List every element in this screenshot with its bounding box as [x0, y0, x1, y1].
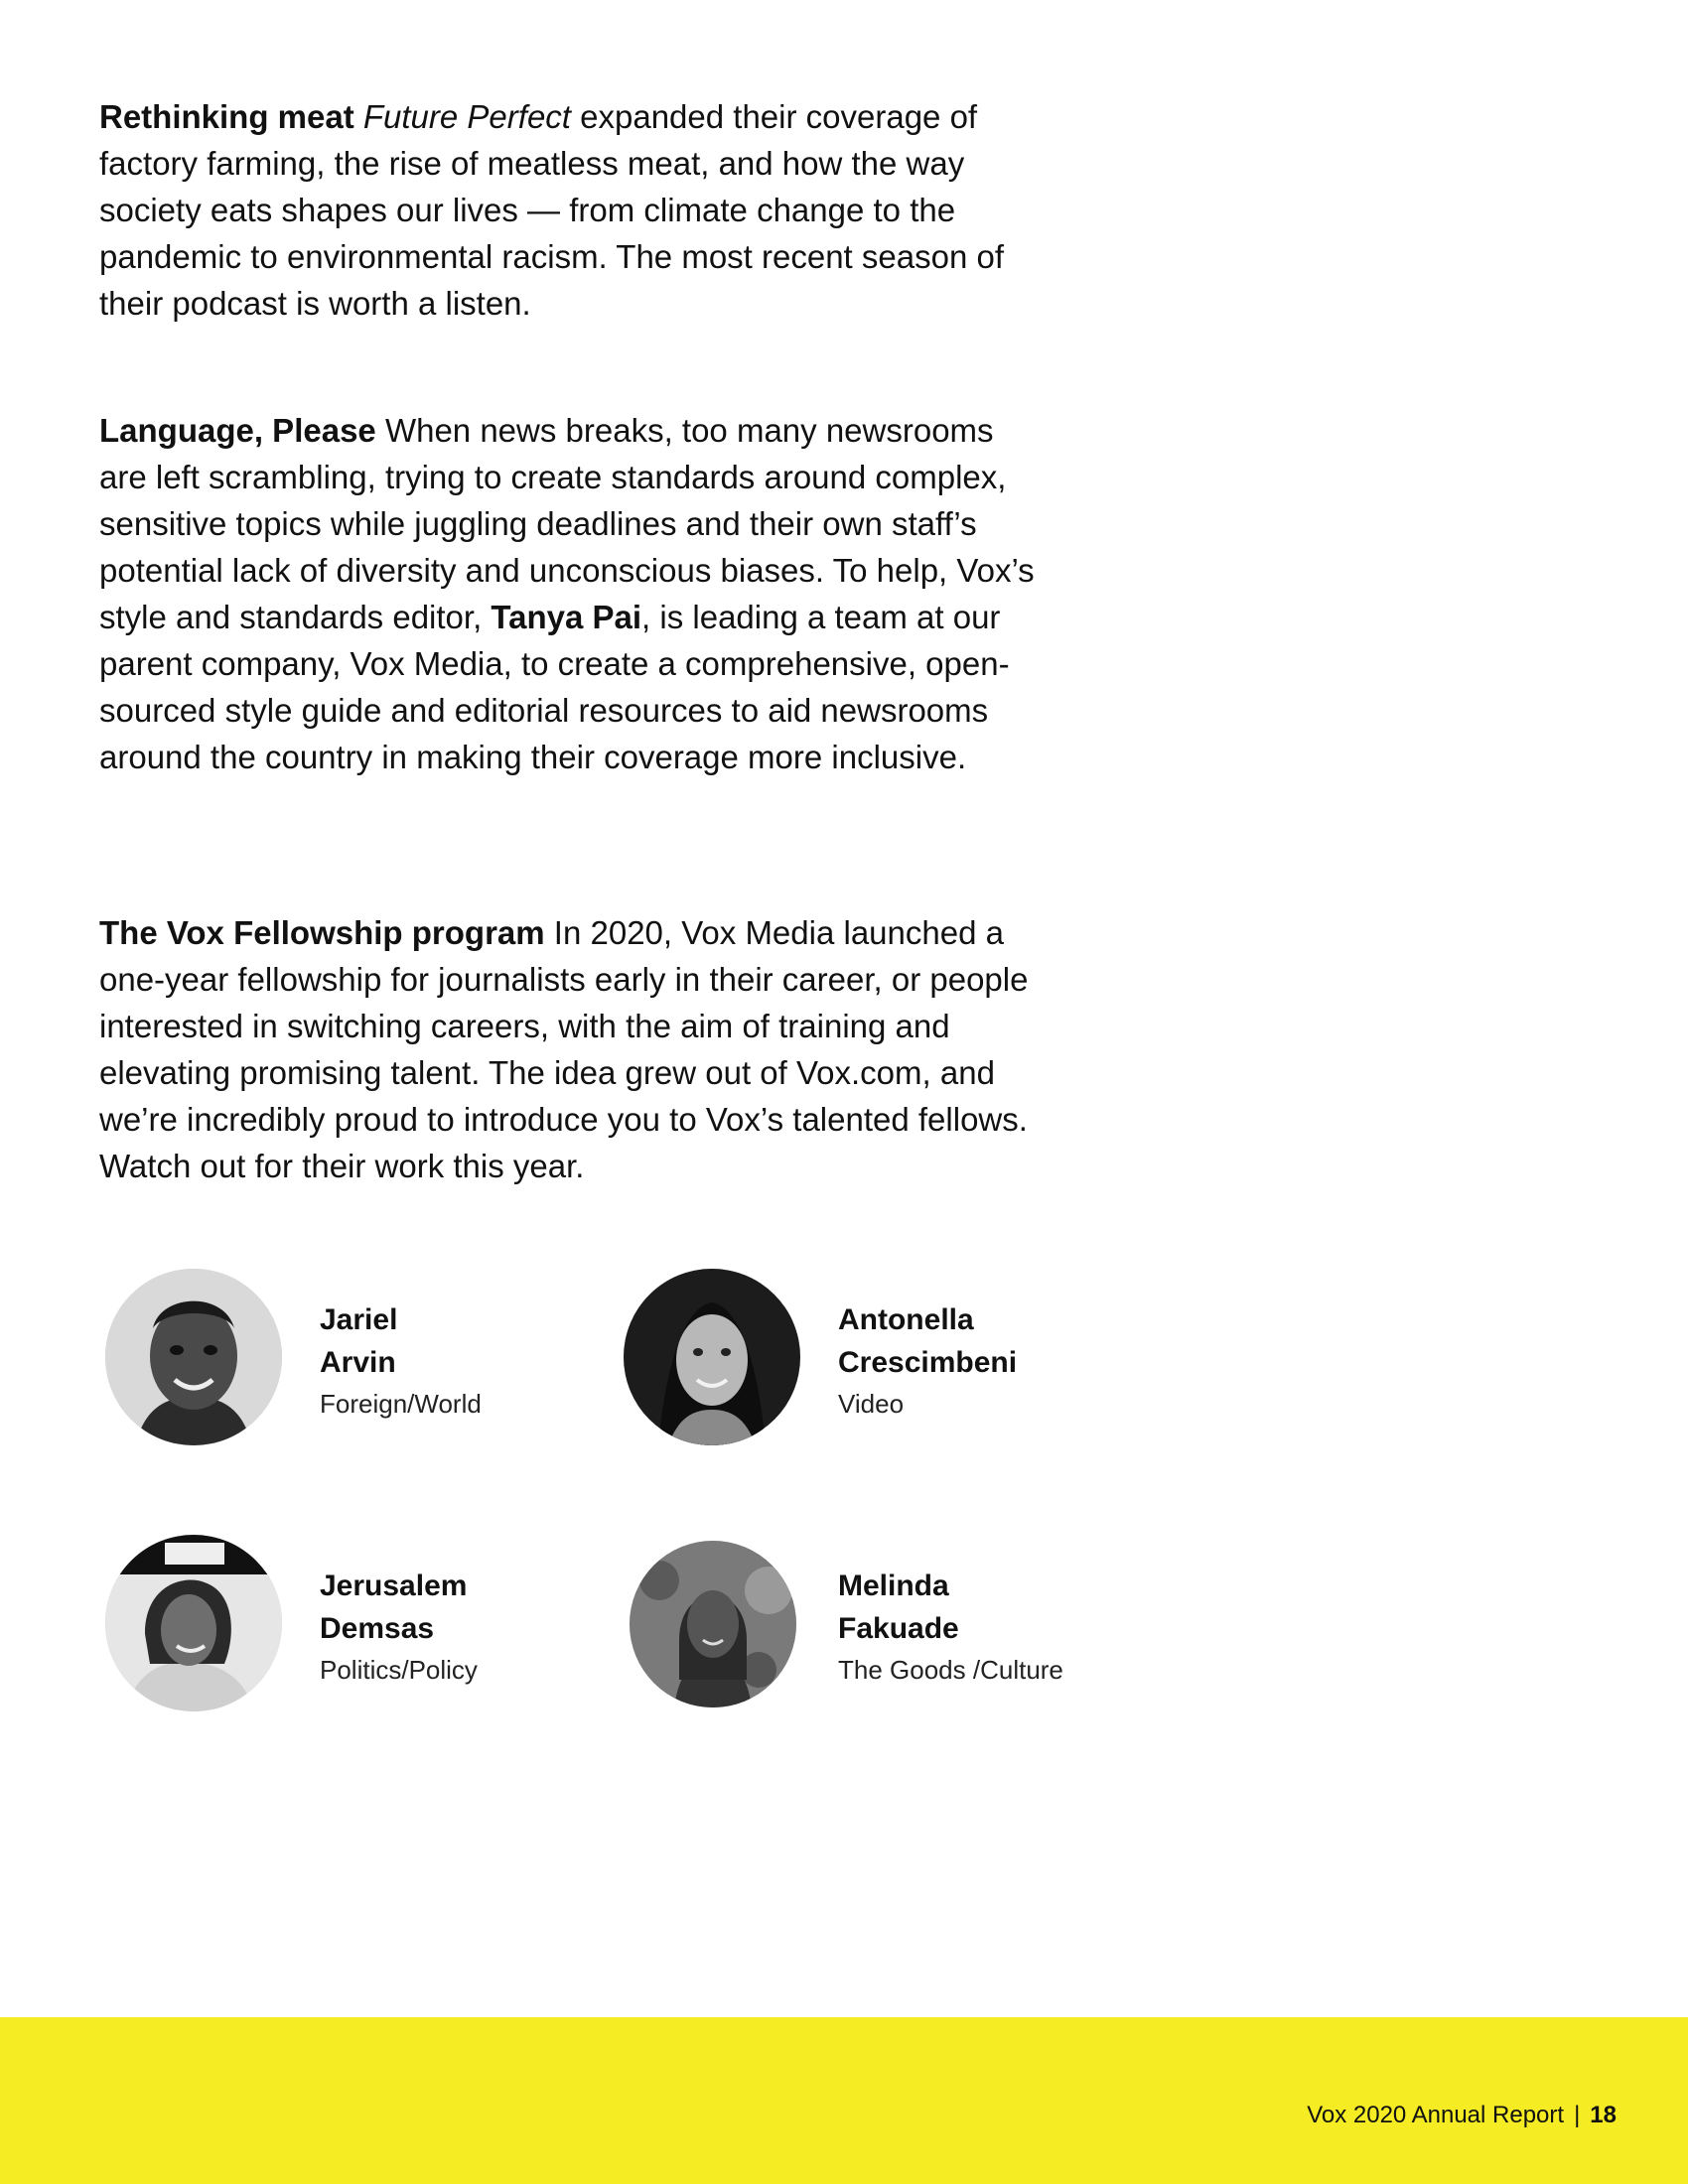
portrait-photo	[624, 1269, 800, 1445]
fellow-last-name: Arvin	[320, 1346, 396, 1379]
fellow-card-jariel-arvin	[105, 1269, 622, 1457]
fellow-card-melinda-fakuade	[624, 1535, 1140, 1723]
fellow-last-name: Demsas	[320, 1612, 435, 1645]
rethinking-meat-heading: Rethinking meat	[99, 98, 354, 135]
fellow-name	[838, 1298, 1136, 1384]
fellow-card-jerusalem-demsas	[105, 1535, 622, 1723]
report-title: Vox 2020 Annual Report	[1307, 2102, 1565, 2128]
fellow-first-name: Jariel	[320, 1303, 398, 1336]
tanya-pai-name: Tanya Pai	[491, 599, 642, 635]
future-perfect-title: Future Perfect	[362, 98, 571, 135]
language-please-body-end: , is leading a team at our parent company, Vox Media, to create a comprehensive, open-sourced style guide and editorial resources to aid newsrooms around the country in making their coverage more inclusive.	[99, 599, 1010, 775]
avatar	[105, 1269, 282, 1445]
fellow-first-name: Antonella	[838, 1303, 974, 1336]
portrait-photo	[105, 1269, 282, 1445]
portrait-photo	[105, 1535, 282, 1711]
fellow-name	[838, 1565, 1136, 1650]
fellow-name	[320, 1298, 618, 1384]
fellow-last-name: Fakuade	[838, 1612, 959, 1645]
fellow-first-name: Melinda	[838, 1570, 949, 1602]
fellow-department: Politics/Policy	[320, 1655, 478, 1685]
rethinking-meat-body: expanded their coverage of factory farming, the rise of meatless meat, and how the way society eats shapes our lives — from climate change to the pandemic to environmental racism. The most recent season of their podcast is worth a listen.	[99, 98, 1004, 322]
language-please-body-start: When news breaks, too many newsrooms are left scrambling, trying to create standards around complex, sensitive topics while juggling deadlines and their own staff’s potential lack of diversity and unconscious biases. To help, Vox’s style and standards editor,	[99, 412, 1035, 635]
footer-label	[1307, 2101, 1617, 2130]
avatar	[624, 1269, 800, 1445]
portrait-photo	[630, 1541, 796, 1707]
fellow-department: Video	[838, 1389, 905, 1419]
avatar	[105, 1535, 282, 1711]
rethinking-meat-paragraph	[99, 93, 1043, 327]
footer-separator: |	[1574, 2102, 1581, 2128]
fellowship-heading: The Vox Fellowship program	[99, 914, 545, 951]
fellow-card-antonella-crescimbeni	[624, 1269, 1140, 1457]
fellowship-paragraph	[99, 909, 1043, 1189]
fellow-department: The Goods /Culture	[838, 1655, 1063, 1685]
fellow-department: Foreign/World	[320, 1389, 482, 1419]
page-number: 18	[1590, 2102, 1617, 2128]
fellow-name	[320, 1565, 618, 1650]
avatar	[630, 1541, 796, 1707]
footer-band	[0, 2017, 1688, 2184]
fellow-first-name: Jerusalem	[320, 1570, 468, 1602]
fellowship-body: In 2020, Vox Media launched a one-year fellowship for journalists early in their career, or people interested in switching careers, with the aim of training and elevating promising talent. The idea grew out of Vox.com, and we’re incredibly proud to introduce you to Vox’s talented fellows. Watch out for their work this year.	[99, 914, 1029, 1184]
fellow-last-name: Crescimbeni	[838, 1346, 1018, 1379]
language-please-heading: Language, Please	[99, 412, 376, 449]
language-please-paragraph	[99, 407, 1043, 780]
